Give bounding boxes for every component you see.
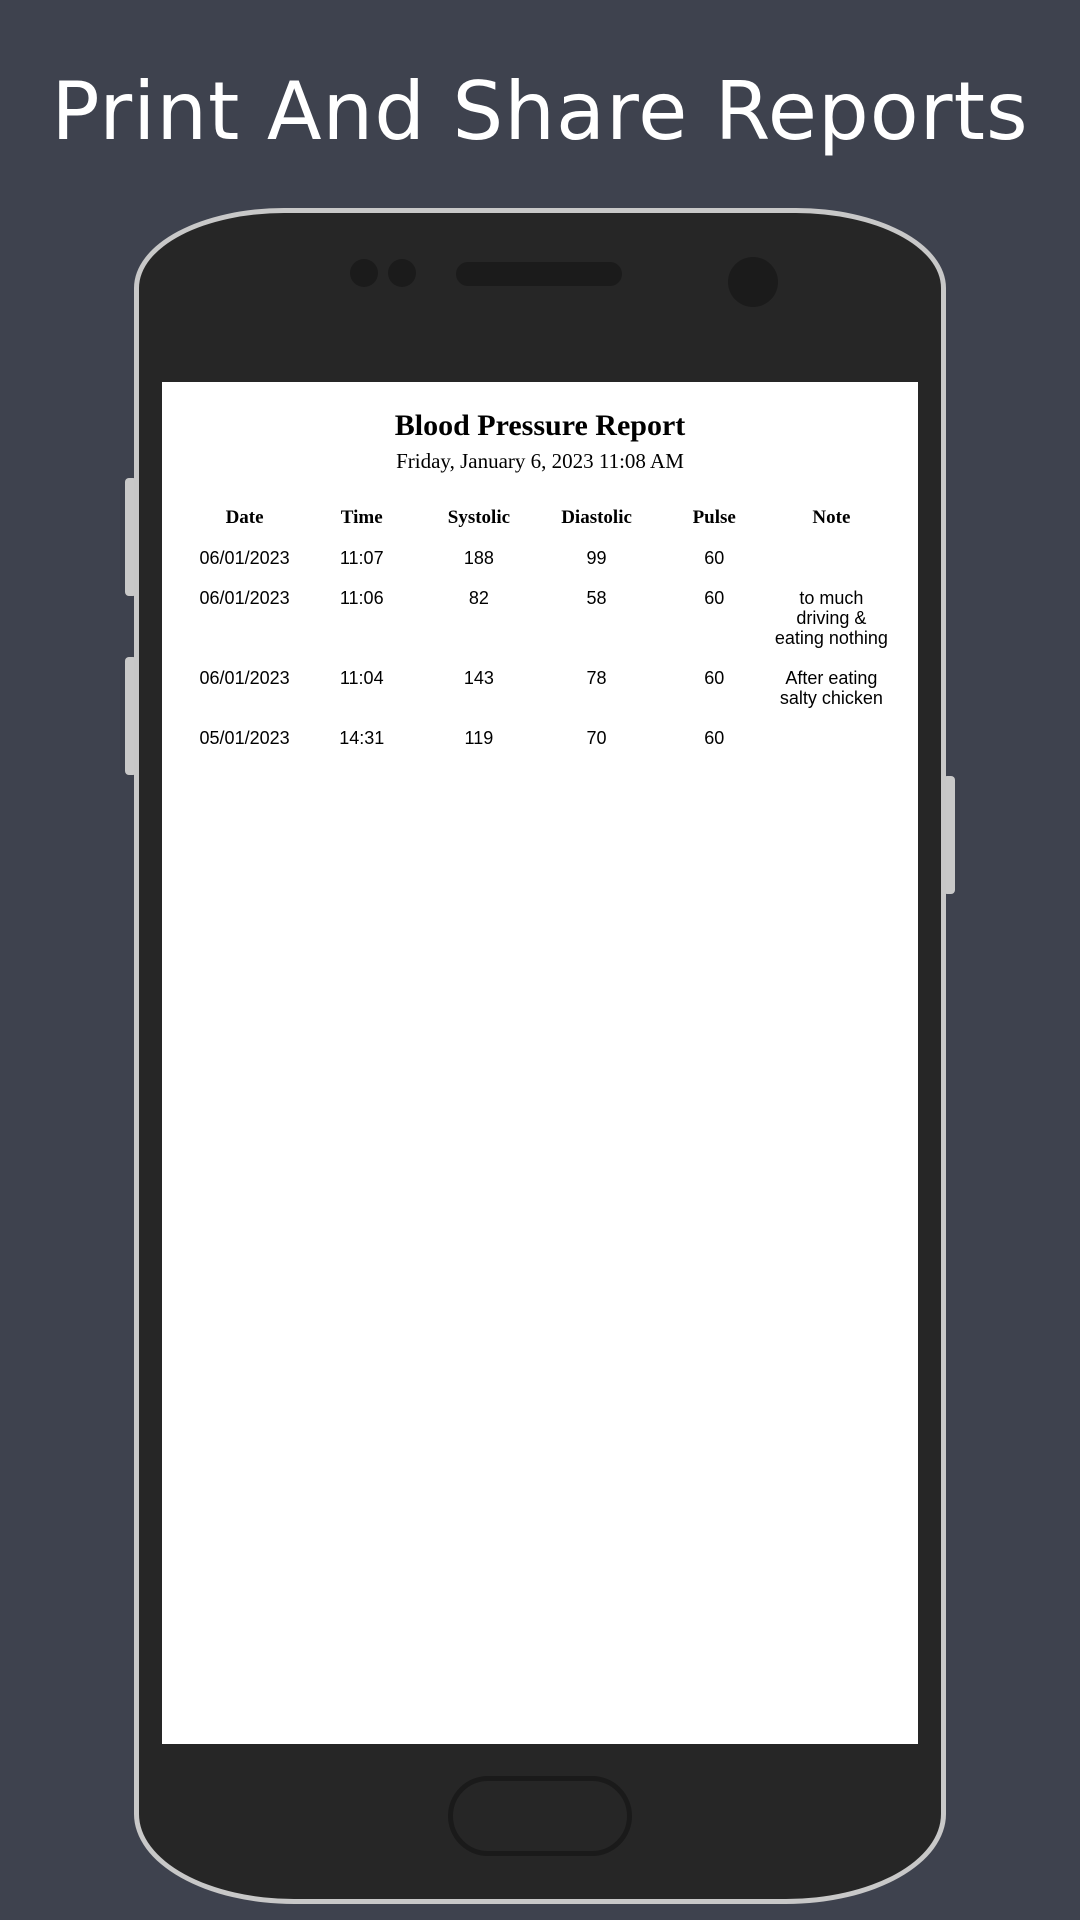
column-header-date: Date xyxy=(225,507,264,528)
earpiece-speaker-icon xyxy=(456,262,622,286)
report-title: Blood Pressure Report xyxy=(394,409,686,442)
cell-diastolic: 78 xyxy=(586,668,607,688)
cell-pulse: 60 xyxy=(704,728,725,748)
cell-date: 05/01/2023 xyxy=(199,728,290,748)
cell-time: 11:06 xyxy=(339,588,384,608)
proximity-sensor-icon xyxy=(350,259,378,287)
column-header-note: Note xyxy=(812,507,851,528)
cell-date: 06/01/2023 xyxy=(199,548,290,568)
table-row xyxy=(186,540,890,580)
column-header-pulse: Pulse xyxy=(692,507,736,528)
front-camera-icon xyxy=(728,257,778,307)
column-header-time: Time xyxy=(340,507,383,528)
cell-diastolic: 58 xyxy=(586,588,607,608)
phone-screen xyxy=(162,382,918,1744)
cell-systolic: 188 xyxy=(463,548,494,568)
table-header-row xyxy=(186,500,890,540)
cell-diastolic: 99 xyxy=(586,548,607,568)
table-row xyxy=(186,720,890,760)
cell-systolic: 143 xyxy=(463,668,494,688)
cell-note: After eating salty chicken xyxy=(779,668,883,708)
cell-date: 06/01/2023 xyxy=(199,668,290,688)
cell-pulse: 60 xyxy=(704,548,725,568)
column-header-diastolic: Diastolic xyxy=(561,507,632,528)
cell-date: 06/01/2023 xyxy=(199,588,290,608)
cell-pulse: 60 xyxy=(704,668,725,688)
cell-note: to much driving & eating nothing xyxy=(774,588,888,648)
cell-pulse: 60 xyxy=(704,588,725,608)
cell-diastolic: 70 xyxy=(586,728,607,748)
column-header-systolic: Systolic xyxy=(447,507,511,528)
light-sensor-icon xyxy=(388,259,416,287)
cell-time: 11:07 xyxy=(339,548,384,568)
cell-systolic: 82 xyxy=(468,588,489,608)
cell-note xyxy=(773,540,890,580)
readings-table xyxy=(186,500,890,760)
home-button xyxy=(448,1776,632,1856)
cell-time: 11:04 xyxy=(339,668,384,688)
table-row xyxy=(186,660,890,720)
cell-note xyxy=(773,720,890,760)
cell-time: 14:31 xyxy=(339,728,385,748)
table-row xyxy=(186,580,890,660)
report-generated-date: Friday, January 6, 2023 11:08 AM xyxy=(396,449,684,473)
promo-headline: Print And Share Reports xyxy=(51,65,1029,158)
cell-systolic: 119 xyxy=(464,728,494,748)
